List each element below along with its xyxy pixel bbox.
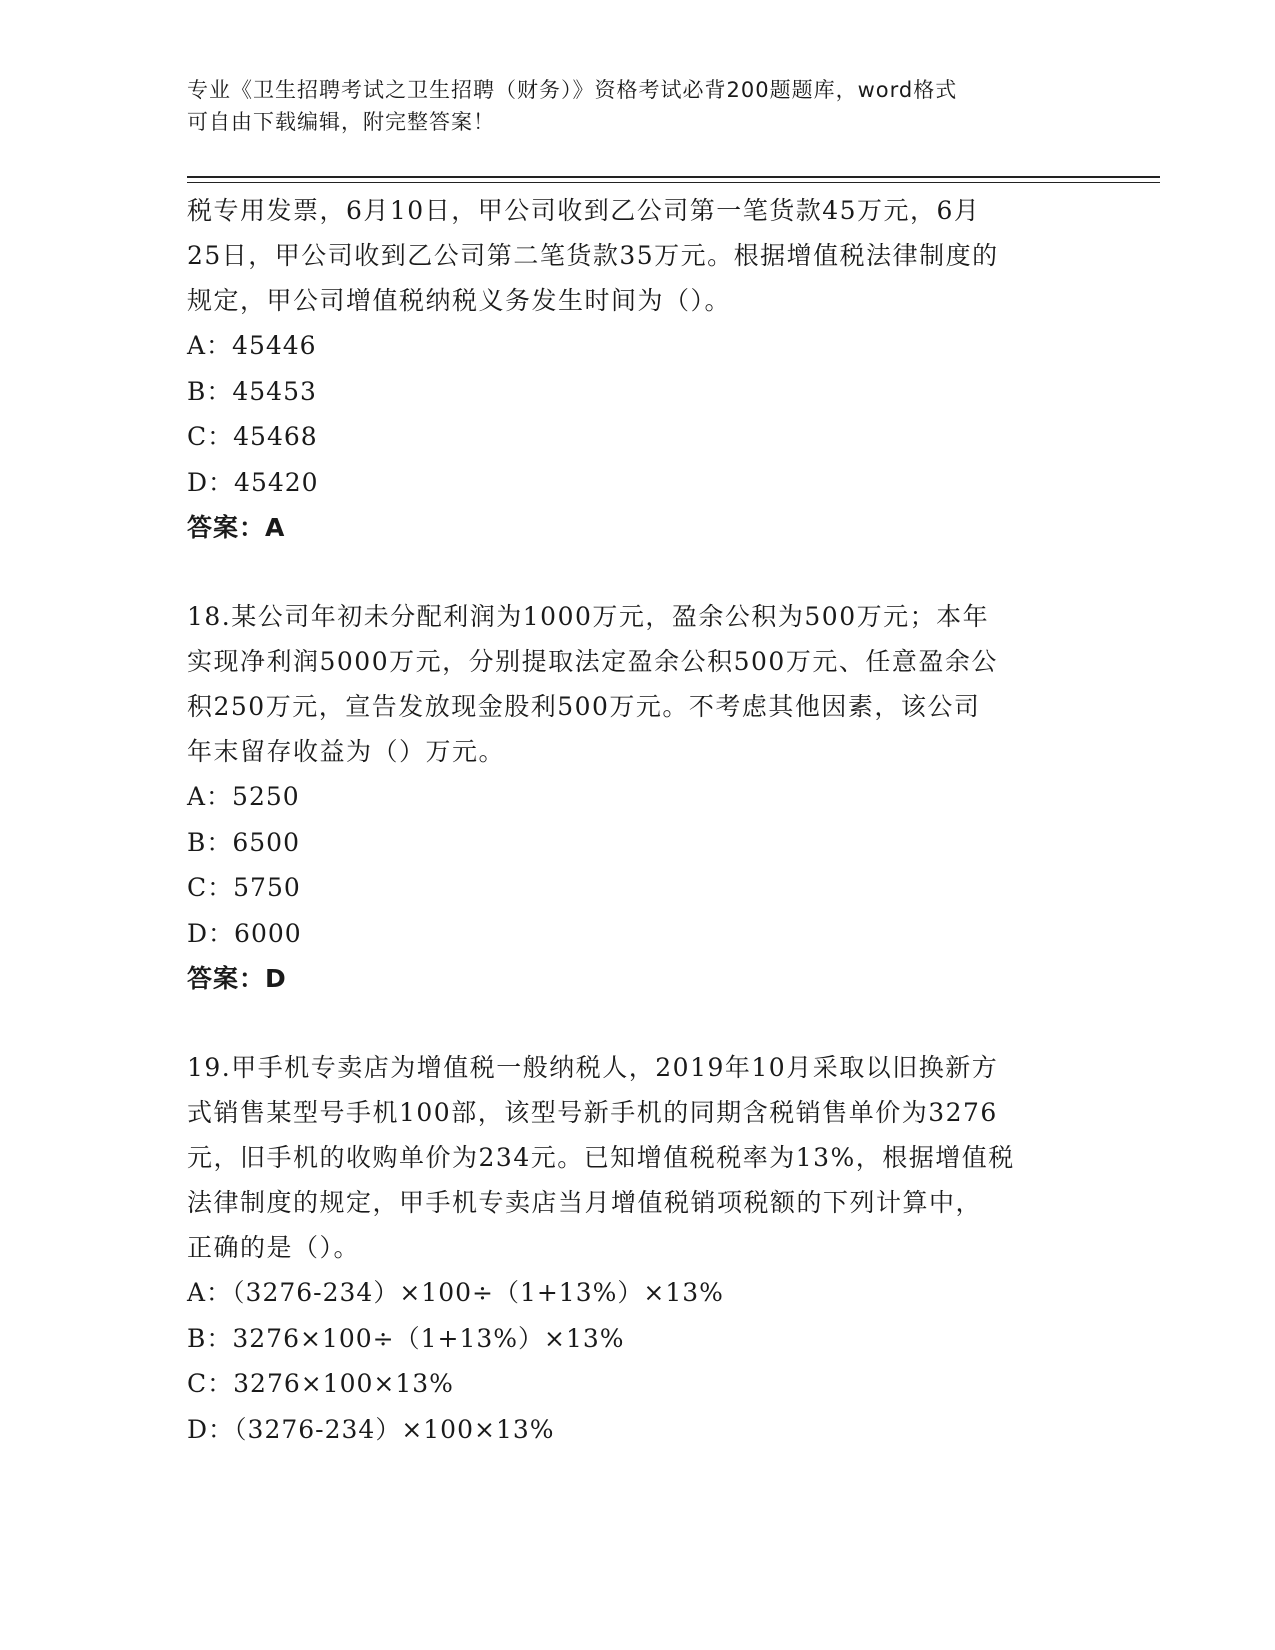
option-c: C：45468 <box>187 422 318 451</box>
header-line-2: 可自由下载编辑，附完整答案！ <box>187 110 495 134</box>
question-19 <box>187 1045 1087 1452</box>
option-b: B：6500 <box>187 827 300 857</box>
question-text-line: 18.某公司年初未分配利润为1000万元，盈余公积为500万元；本年 <box>187 602 990 631</box>
question-text-line: 规定，甲公司增值税纳税义务发生时间为（）。 <box>187 286 732 315</box>
question-18-text <box>187 594 1087 774</box>
question-text-line: 法律制度的规定，甲手机专卖店当月增值税销项税额的下列计算中， <box>187 1188 983 1217</box>
header-divider-thin <box>187 182 1160 183</box>
question-text-line: 实现净利润5000万元，分别提取法定盈余公积500万元、任意盈余公 <box>187 647 998 676</box>
header-divider-thick <box>187 176 1160 178</box>
question-text-line: 年末留存收益为（）万元。 <box>187 737 506 766</box>
question-text-line: 19.甲手机专卖店为增值税一般纳税人，2019年10月采取以旧换新方 <box>187 1053 999 1082</box>
option-a: A：（3276-234）×100÷（1+13%）×13% <box>187 1278 724 1307</box>
option-d: D：45420 <box>187 467 319 497</box>
answer-label: 答案：D <box>187 964 287 993</box>
question-text-line: 25日，甲公司收到乙公司第二笔货款35万元。根据增值税法律制度的 <box>187 241 999 270</box>
option-a: A：5250 <box>187 782 300 811</box>
option-d: D：（3276-234）×100×13% <box>187 1414 555 1444</box>
spacer <box>187 1002 1087 1045</box>
option-c: C：3276×100×13% <box>187 1369 454 1398</box>
question-text-line: 元，旧手机的收购单价为234元。已知增值税税率为13%，根据增值税 <box>187 1143 1015 1172</box>
option-b: B：3276×100÷（1+13%）×13% <box>187 1323 625 1353</box>
document-header <box>187 74 1087 138</box>
question-text-line: 式销售某型号手机100部，该型号新手机的同期含税销售单价为3276 <box>187 1098 998 1127</box>
question-17-text <box>187 188 1087 323</box>
option-c: C：5750 <box>187 873 301 902</box>
question-19-text <box>187 1045 1087 1270</box>
spacer <box>187 551 1087 594</box>
question-17 <box>187 188 1087 551</box>
option-b: B：45453 <box>187 376 317 406</box>
question-content <box>187 188 1087 1452</box>
question-18 <box>187 594 1087 1002</box>
answer-label: 答案：A <box>187 513 286 542</box>
option-a: A：45446 <box>187 331 317 360</box>
question-text-line: 正确的是（）。 <box>187 1233 361 1262</box>
question-text-line: 税专用发票，6月10日，甲公司收到乙公司第一笔货款45万元，6月 <box>187 196 981 225</box>
header-line-1: 专业《卫生招聘考试之卫生招聘（财务）》资格考试必背200题题库，word格式 <box>187 78 958 102</box>
option-d: D：6000 <box>187 918 302 948</box>
question-text-line: 积250万元，宣告发放现金股利500万元。不考虑其他因素，该公司 <box>187 692 981 721</box>
